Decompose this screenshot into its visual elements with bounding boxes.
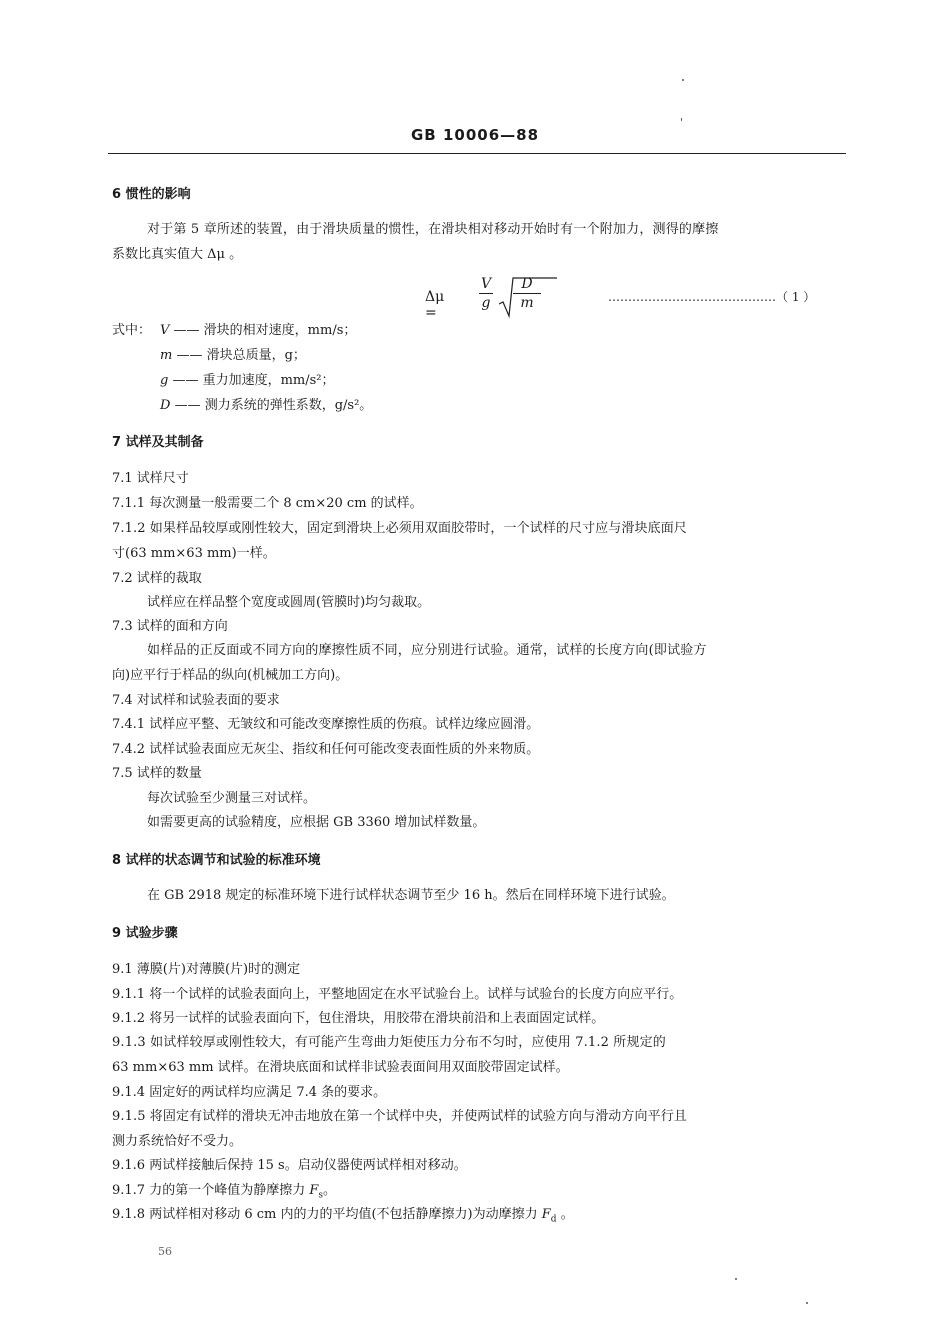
fraction-denominator: g [481,295,491,311]
page-number: 56 [158,1245,172,1258]
clause-7-2: 7.2 试样的裁取 [112,571,202,586]
section-8-heading: 8 试样的状态调节和试验的标准环境 [112,853,321,868]
clause-7-3-line-2: 向)应平行于样品的纵向(机械加工方向)。 [112,668,349,683]
clause-9-1-7 [112,1182,336,1205]
radicand-denominator: m [520,295,534,311]
clause-9-1-3-line-2: 63 mm×63 mm 试样。在滑块底面和试样非试验表面间用双面胶带固定试样。 [112,1060,569,1075]
scan-speck [735,1278,737,1280]
clause-9-1-1: 9.1.1 将一个试样的试验表面向上，平整地固定在水平试验台上。试样与试验台的长度方向应平行。 [112,987,683,1002]
variable-symbol: m [160,348,173,363]
section-6-paragraph-line-1: 对于第 5 章所述的装置，由于滑块质量的惯性，在滑块相对移动开始时有一个附加力，测得的摩擦 [147,222,719,237]
variable-description: —— 滑块的相对速度，mm/s； [173,323,357,338]
clause-7-5: 7.5 试样的数量 [112,766,202,781]
variable-description: —— 滑块总质量，g； [176,348,306,363]
clause-9-1-4: 9.1.4 固定好的两试样均应满足 7.4 条的要求。 [112,1085,387,1100]
scan-speck [806,1302,808,1304]
variable-description: —— 重力加速度，mm/s²； [172,373,335,388]
variable-symbol: V [160,323,170,338]
variable-symbol: D [160,398,171,413]
section-9-heading: 9 试验步骤 [112,926,178,941]
clause-9-1-3-line-1: 9.1.3 如试样较厚或刚性较大，有可能产生弯曲力矩使压力分布不匀时，应使用 7.1.2 所规定的 [112,1035,666,1050]
static-friction-symbol: F [309,1183,319,1198]
clause-9-1-6: 9.1.6 两试样接触后保持 15 s。启动仪器使两试样相对移动。 [112,1158,467,1173]
clause-9-1-5-line-2: 测力系统恰好不受力。 [112,1134,243,1149]
radicand-fraction [513,275,541,312]
clause-7-3: 7.3 试样的面和方向 [112,619,228,634]
static-friction-subscript: s [318,1190,323,1201]
variable-symbol: g [160,373,169,388]
scan-speck [681,118,682,121]
formula-fraction [479,275,493,312]
clause-9-1-5-line-1: 9.1.5 将固定有试样的滑块无冲击地放在第一个试样中央，并使两试样的试验方向与滑动方向平行且 [112,1109,687,1124]
clause-7-3-line-1: 如样品的正反面或不同方向的摩擦性质不同，应分别进行试验。通常，试样的长度方向(即试验方 [147,643,707,658]
dynamic-friction-symbol: F [541,1207,551,1222]
clause-9-1-8-end: 。 [556,1207,574,1222]
clause-9-1-8 [112,1206,574,1229]
clause-9-1: 9.1 薄膜(片)对薄膜(片)时的测定 [112,962,301,977]
clause-7-4-2: 7.4.2 试样试验表面应无灰尘、指纹和任何可能改变表面性质的外来物质。 [112,742,540,757]
clause-7-4: 7.4 对试样和试验表面的要求 [112,693,280,708]
section-7-heading: 7 试样及其制备 [112,435,204,450]
variable-description: —— 测力系统的弹性系数，g/s²。 [174,398,373,413]
formula-lhs: Δμ = [425,289,445,321]
clause-7-1: 7.1 试样尺寸 [112,471,189,486]
variable-g [160,372,335,389]
fraction-numerator: V [480,276,492,292]
header-rule [108,153,846,154]
clause-7-5-line-1: 每次试验至少测量三对试样。 [147,791,317,806]
variable-m [160,347,306,364]
standard-code-header: GB 10006—88 [410,126,540,144]
clause-9-1-7-end: 。 [323,1183,337,1198]
section-6-heading: 6 惯性的影响 [112,187,191,202]
section-8-text: 在 GB 2918 规定的标准环境下进行试样状态调节至少 16 h。然后在同样环境下进行试验。 [147,888,675,903]
equation-number: ……………………………………（ 1 ） [608,290,816,304]
clause-7-5-line-2: 如需要更高的试验精度，应根据 GB 3360 增加试样数量。 [147,815,486,830]
clause-9-1-2: 9.1.2 将另一试样的试验表面向下，包住滑块，用胶带在滑块前沿和上表面固定试样。 [112,1011,605,1026]
clause-9-1-8-text: 9.1.8 两试样相对移动 6 cm 内的力的平均值(不包括静摩擦力)为动摩擦力 [112,1207,542,1222]
clause-7-1-1: 7.1.1 每次测量一般需要二个 8 cm×20 cm 的试样。 [112,496,423,511]
radicand-numerator: D [521,276,533,292]
clause-7-4-1: 7.4.1 试样应平整、无皱纹和可能改变摩擦性质的伤痕。试样边缘应圆滑。 [112,717,540,732]
clause-7-1-2-line-2: 寸(63 mm×63 mm)一样。 [112,546,276,561]
section-6-paragraph-line-2: 系数比真实值大 Δμ 。 [112,247,243,262]
variable-D [160,397,372,414]
clause-9-1-7-text: 9.1.7 力的第一个峰值为静摩擦力 [112,1183,310,1198]
where-prefix: 式中： [112,323,152,338]
clause-7-2-text: 试样应在样品整个宽度或圆周(管膜时)均匀裁取。 [147,595,431,610]
dynamic-friction-subscript: d [550,1214,557,1225]
clause-7-1-2-line-1: 7.1.2 如果样品较厚或刚性较大，固定到滑块上必须用双面胶带时，一个试样的尺寸应与滑块底面尺 [112,521,687,536]
scan-speck [682,79,684,81]
variable-V [160,322,356,339]
